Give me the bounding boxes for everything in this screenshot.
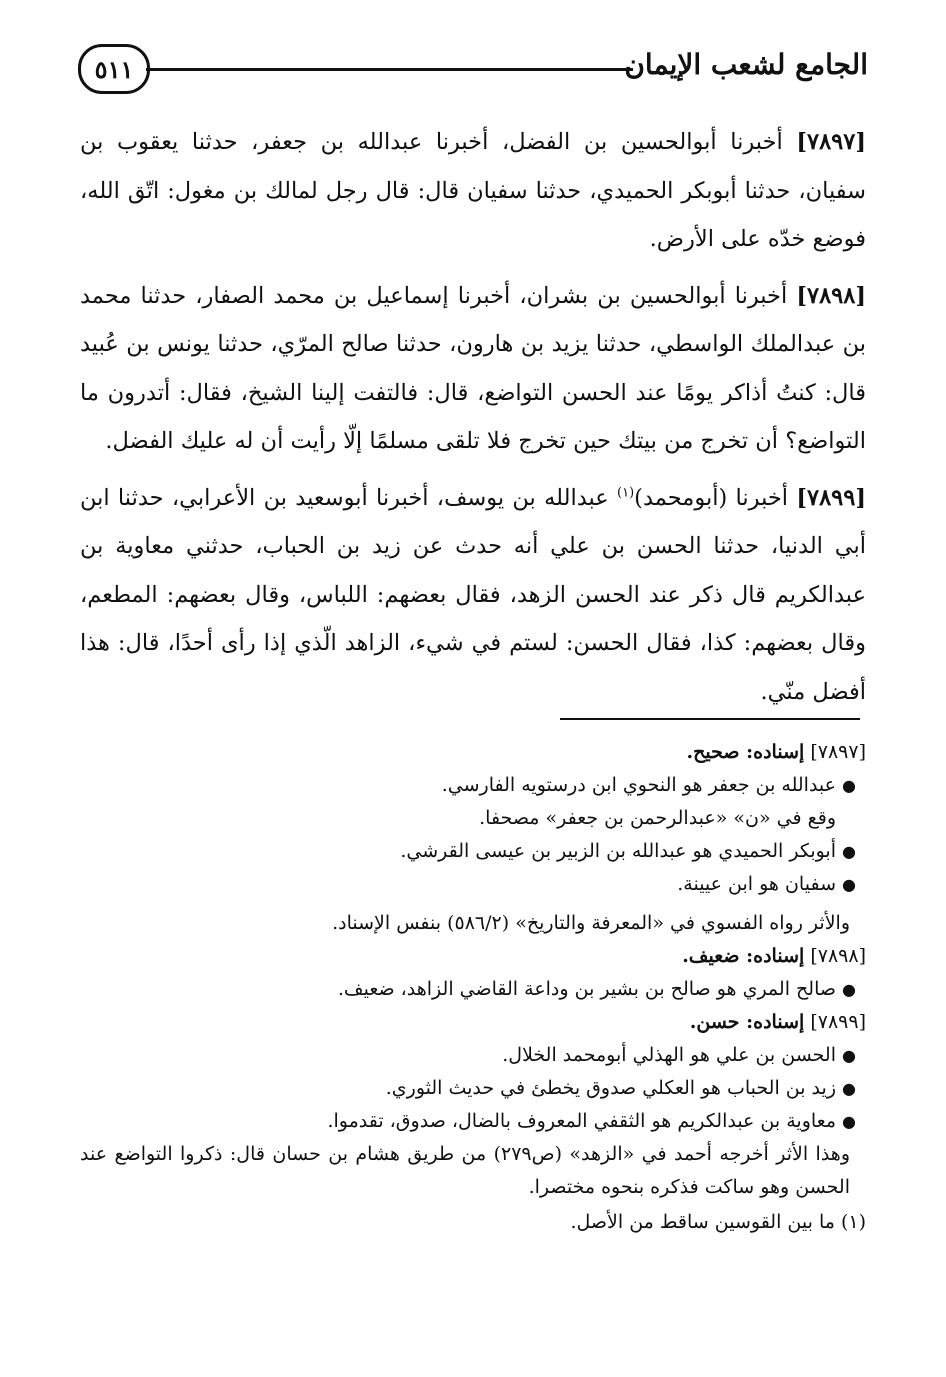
header-rule: [146, 68, 633, 71]
note-heading-7897: [80, 736, 866, 769]
entry-text: أخبرنا أبوالحسين بن الفضل، أخبرنا عبدالله بن جعفر، حدثنا يعقوب بن سفيان، حدثنا أبوبكر الحميدي، حدثنا سفيان قال: قال رجل لمالك بن مغول: اتّق الله، فوضع خدّه على الأرض.: [80, 129, 866, 252]
note-bullet: [80, 769, 856, 802]
notes-divider: [560, 718, 860, 720]
note-label: إسناده: ضعيف.: [682, 945, 805, 967]
note-list-7898: [80, 973, 866, 1006]
bullet-text: زيد بن الحباب هو العكلي صدوق يخطئ في حديث الثوري.: [385, 1077, 836, 1099]
page-number: ٥١١: [78, 44, 150, 94]
page-header: [78, 40, 868, 102]
note-subline: [80, 802, 856, 835]
main-text: [80, 118, 866, 724]
footnote-reference: (١): [617, 485, 635, 500]
subline-text: وقع في «ن» «عبدالرحمن بن جعفر» مصحفا.: [479, 807, 836, 829]
entry-text-after: عبدالله بن يوسف، أخبرنا أبوسعيد بن الأعرابي، حدثنا ابن أبي الدنيا، حدثنا الحسن بن علي أنه حدث عن زيد بن الحباب، حدثني معاوية بن عبدالكريم قال ذكر عند الحسن الزهد، فقال بعضهم: اللباس، وقال بعضهم: المطعم، وقال بعضهم: كذا، فقال الحسن: لستم في شيء، الزاهد الّذي إذا رأى أحدًا، قال: هذا أفضل منّي.: [80, 484, 866, 705]
note-list-7897: [80, 769, 866, 901]
entry-number: [٧٨٩٨]: [796, 282, 866, 309]
bullet-icon: ●: [842, 776, 856, 795]
note-bullet: [80, 1039, 856, 1072]
note-heading-7898: [80, 940, 866, 973]
note-heading-7899: [80, 1006, 866, 1039]
bullet-icon: ●: [842, 1079, 856, 1098]
entry-7898: [80, 272, 866, 466]
entry-7899: [80, 474, 866, 717]
running-title: الجامع لشعب الإيمان: [624, 48, 868, 81]
bullet-icon: ●: [842, 1112, 856, 1131]
note-number: [٧٨٩٨]: [810, 945, 866, 967]
bullet-text: سفيان هو ابن عيينة.: [677, 873, 836, 895]
bullet-text: الحسن بن علي هو الهذلي أبومحمد الخلال.: [502, 1044, 836, 1066]
bullet-text: عبدالله بن جعفر هو النحوي ابن درستويه الفارسي.: [441, 774, 836, 796]
bullet-text: معاوية بن عبدالكريم هو الثقفي المعروف بالضال، صدوق، تقدموا.: [327, 1110, 836, 1132]
bullet-icon: ●: [842, 875, 856, 894]
notes-section: [80, 736, 866, 1239]
bullet-icon: ●: [842, 1046, 856, 1065]
note-bullet: [80, 835, 856, 868]
entry-7897: [80, 118, 866, 264]
entry-text: أخبرنا أبوالحسين بن بشران، أخبرنا إسماعيل بن محمد الصفار، حدثنا محمد بن عبدالملك الواسطي، حدثنا يزيد بن هارون، حدثنا صالح المرّي، حدثنا يونس بن عُبيد قال: كنتُ أذاكر يومًا عند الحسن التواضع، قال: فالتفت إلينا الشيخ، فقال: أتدرون ما التواضع؟ أن تخرج من بيتك حين تخرج فلا تلقى مسلمًا إلّا رأيت أن له عليك الفضل.: [80, 282, 866, 454]
note-number: [٧٨٩٧]: [810, 741, 866, 763]
note-list-7899: [80, 1039, 866, 1138]
note-bullet: [80, 868, 856, 901]
bullet-text: صالح المري هو صالح بن بشير بن وداعة القاضي الزاهد، ضعيف.: [337, 978, 836, 1000]
note-label: إسناده: صحيح.: [686, 741, 805, 763]
footnote-1: (١) ما بين القوسين ساقط من الأصل.: [570, 1211, 866, 1233]
bullet-text: أبوبكر الحميدي هو عبدالله بن الزبير بن عيسى القرشي.: [400, 840, 836, 862]
note-label: إسناده: حسن.: [689, 1011, 805, 1033]
entry-text-before: أخبرنا (أبومحمد): [634, 484, 789, 511]
entry-number: [٧٨٩٩]: [796, 484, 866, 511]
note-paragraph-7899: وهذا الأثر أخرجه أحمد في «الزهد» (ص٢٧٩) من طريق هشام بن حسان قال: ذكروا التواضع عند الحسن وهو ساكت فذكره بنحوه مختصرا.: [80, 1143, 850, 1198]
note-bullet: [80, 1072, 856, 1105]
note-number: [٧٨٩٩]: [810, 1011, 866, 1033]
entry-number: [٧٨٩٧]: [796, 129, 867, 155]
bullet-icon: ●: [842, 842, 856, 861]
note-bullet: [80, 973, 856, 1006]
note-paragraph-7897: والأثر رواه الفسوي في «المعرفة والتاريخ» (٥٨٦/٢) بنفس الإسناد.: [332, 912, 850, 934]
bullet-icon: ●: [842, 980, 856, 999]
note-bullet: [80, 1105, 856, 1138]
